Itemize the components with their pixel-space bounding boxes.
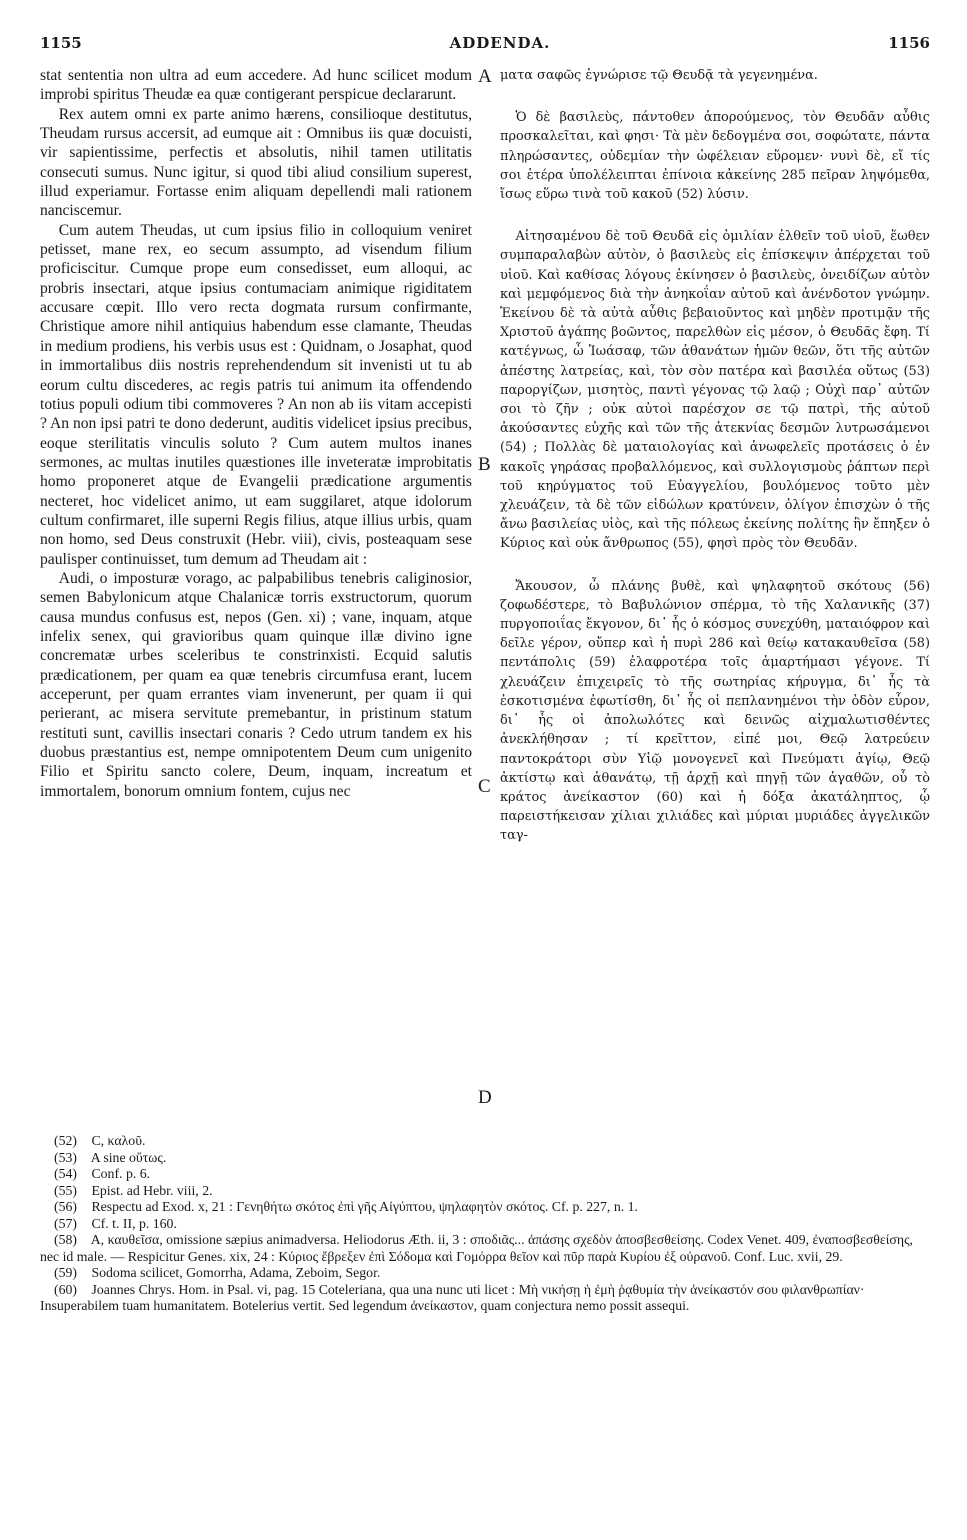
section-marker-a: A bbox=[478, 66, 492, 87]
footnote: (52) C, καλοῦ. bbox=[54, 1133, 146, 1148]
footnote: (60) Joannes Chrys. Hom. in Psal. vi, pag. 15 Coteleriana, qua una nunc uti licet : Μὴ νικήσῃ ἡ ἐμὴ ῥᾳθυμία τὴν ἀνείκαστόν σου φιλανθρωπίαν· Insuperabilem tuam humanitatem. Botelerius vertit. Sed legendum ἀνείκαστον, quam conjectura nemo possit assequi. bbox=[40, 1281, 865, 1313]
section-marker-d: D bbox=[478, 1087, 492, 1108]
footnote: (56) Respectu ad Exod. x, 21 : Γενηθήτω σκότος ἐπὶ γῆς Αἰγύπτου, ψηλαφητὸν σκότος. Cf. p. 227, n. 1. bbox=[54, 1199, 638, 1214]
latin-column bbox=[40, 66, 472, 801]
section-marker-b: B bbox=[478, 454, 491, 475]
footnote: (57) Cf. t. II, p. 160. bbox=[54, 1215, 177, 1231]
page-number-right: 1156 bbox=[888, 34, 930, 52]
running-title: ADDENDA. bbox=[449, 34, 551, 52]
section-marker-c: C bbox=[478, 776, 491, 797]
greek-paragraph: Αἰτησαμένου δὲ τοῦ Θευδᾶ εἰς ὁμιλίαν ἐλθεῖν τοῦ υἱοῦ, ἕωθεν συμπαραλαβὼν αὐτὸν, ὁ βασιλεὺς εἰς ἐπίσκεψιν ἀπέρχεται τοῦ υἱοῦ. Καὶ καθίσας λόγους ἐκίνησεν ὁ βασιλεὺς, ὀνειδίζων αὐτὸν καὶ μεμφόμενος διὰ τὴν ἀνηκοΐαν αὐτοῦ καὶ ἀνένδοτον γνώμην. Ἐκείνου δὲ τὰ αὐτὰ αὖθις βεβαιοῦντος καὶ μηδὲν προτιμᾷν τῆς Χριστοῦ ἀγάπης βοῶντος, παρελθὼν εἰς μέσον, ὁ Θευδᾶς ἔφη. Τί κατέγνως, ὦ Ἰωάσαφ, τῶν ἀθανάτων ἡμῶν θεῶν, ὅτι τῆς αὐτῶν ἀπέστης λατρείας, καὶ, τὸν σὸν πατέρα καὶ βασιλέα οὕτως (53) παροργίζων, μισητὸς, παντὶ γέγονας τῷ λαῷ ; Οὐχὶ παρ᾽ αὐτῶν σοι τὸ ζῆν ; οὐκ αὐτοὶ παρέσχον σε τῷ πατρὶ, τῆς αὐτοῦ ἀκούσαντες εὐχῆς καὶ τῶν τῆς ἀτεκνίας δεσμῶν λυτρωσάμενοι (54) ; Πολλὰς δὲ ματαιολογίας καὶ ἀνωφελεῖς προτάσεις ὁ ἐν κακοῖς γηράσας προβαλλόμενος, καὶ συλλογισμοὺς ῥάπτων περὶ τοῦ κηρύγματος τοῦ Εὐαγγελίου, βουλόμενος τοῦτο μὲν χλευάζειν, τὰ δὲ τῶν εἰδώλων κρατύνειν, ὀλίγον ἐπισχὼν ὁ τῆς ἄνω βασιλείας υἱὸς, καὶ τῆς πόλεως ἐκείνης πολίτης ἣν ἔπηξεν ὁ Κύριος καὶ οὐκ ἄνθρωπος (55), φησὶ πρὸς τὸν Θευδᾶν. bbox=[500, 229, 930, 552]
greek-paragraph: Ἄκουσον, ὦ πλάνης βυθὲ, καὶ ψηλαφητοῦ σκότους (56) ζοφωδέστερε, τὸ Βαβυλώνιον σπέρμα, τὸ τῆς Χαλανικῆς (37) πυργοποιΐας ἔκγονον, δι᾽ ἧς ὁ κόσμος συνεχύθη, ματαιόφρον καὶ δεῖλε γέρον, οὔπερ καὶ ἡ πυρὶ 286 καὶ θείῳ κατακαυθεῖσα (58) πεντάπολις (59) ἐλαφροτέρα τοῖς ἁμαρτήμασι γέγονε. Τί χλευάζειν ἐπιχειρεῖς τὸ τῆς σωτηρίας κήρυγμα, δι᾽ ἧς τὰ ἐσκοτισμένα ἐφωτίσθη, δι᾽ ἧς οἱ πεπλανημένοι τὴν ὁδὸν εὗρον, δι᾽ ἧς οἱ ἀπολωλότες καὶ δεινῶς αἰχμαλωτισθέντες ἀνεκλήθησαν ; τί κρεῖττον, εἰπέ μοι, Θεῷ λατρεύειν παντοκράτορι σὺν Υἱῷ μονογενεῖ καὶ Πνεύματι ἁγίῳ, Θεῷ ἀκτίστῳ καὶ ἀθανάτῳ, τῇ ἀρχῇ καὶ πηγῇ τῶν ἀγαθῶν, οὗ τὸ κράτος ἀνείκαστον (60) καὶ ἡ δόξα ἀκατάληπτος, ᾧ παρειστήκεισαν χίλιαι χιλιάδες καὶ μύριαι μυριάδες ἀγγελικῶν ταγ- bbox=[500, 578, 930, 844]
greek-column bbox=[500, 66, 930, 846]
footnote: (55) Epist. ad Hebr. viii, 2. bbox=[54, 1182, 213, 1198]
footnote: (54) Conf. p. 6. bbox=[54, 1166, 151, 1181]
greek-paragraph: Ὁ δὲ βασιλεὺς, πάντοθεν ἀπορούμενος, τὸν Θευδᾶν αὖθις προσκαλεῖται, καὶ φησι· Τὰ μὲν δεδογμένα σοι, σοφώτατε, πάντα πληρώσαντες, οὐδεμίαν τὴν ὠφέλειαν εὕρομεν· νυνὶ δὲ, εἴ τίς σοι ἑτέρα ὑπολέλειπται ἐπίνοια κἀκείνης 285 πεῖραν ληψόμεθα, ἴσως εὕρω τινὰ τοῦ κακοῦ (52) λύσιν. bbox=[500, 110, 930, 203]
footnote: (53) A sine οὕτως. bbox=[54, 1149, 167, 1165]
footnote: (58) A, καυθεῖσα, omissione sæpius animadversa. Heliodorus Æth. ii, 3 : σποδιᾶς... ἀπάσης σχεδὸν ἀποσβεσθείσης. Codex Venet. 409, ἐναποσβεσθείσης, nec id male. — Respicitur Genes. xix, 24 : Κύριος ἔβρεξεν ἐπὶ Σόδομα καὶ Γομόρρα θεῖον καὶ πῦρ παρὰ Κυρίου ἐξ οὐρανοῦ. Conf. Luc. xvii, 29. bbox=[40, 1232, 913, 1264]
latin-paragraph: stat sententia non ultra ad eum accedere. Ad hunc scilicet modum improbi spiritus Theudæ ea quæ contigerant perspicue declararunt. bbox=[40, 67, 472, 104]
latin-paragraph: Cum autem Theudas, ut cum ipsius filio in colloquium veniret petisset, mane rex, eo secum assumpto, ad visendum filium proficiscitur. Cumque prope eum consedisset, eum alloqui, ac probris insectari, atque ipsius contumaciam animique rigiditatem accusare cœpit. Illo vero recta dogmata rursum confirmante, Christique amore nihil antiquius habendum esse clamante, Theudas in medium prodiens, his verbis usus est : Quidnam, o Josaphat, quod in immortalibus diis nostris reprehendendum sit invenisti ut tu ab eorum cultu discederes, ac regis patris tui animum ita offendendo totius populi odium tibi commoveres ? An non ab iis vitam accepisti ? An non ipsi patri te dono dederunt, auditis videlicet ipsius precibus, eoque sterilitatis vinculis soluto ? Cum autem multos inanes sermones, ac multas inutiles quæstiones ille inveteratæ improbitatis homo proponeret atque de Evangelii prædicatione argumentis necteret, hoc videlicet animo, ut eam suggilaret, atque idolorum cultum confirmaret, ille superni Regis filius, atque illius urbis, quam non homo, sed Deus construxit (Hebr. viii), civis, posteaquam sese paulisper continuisset, tum demum ad Theudam ait : bbox=[40, 221, 472, 568]
page-header bbox=[40, 34, 930, 58]
page-number-left: 1155 bbox=[40, 34, 82, 52]
footnotes bbox=[40, 1133, 930, 1315]
latin-paragraph: Audi, o imposturæ vorago, ac palpabilibus tenebris caliginosior, semen Babylonicum atque Chalanicæ torris exstructorum, quorum causa mundus confusus est, nepos (Gen. xi) ; vane, inquam, atque infelix senex, qui gravioribus quam quinque illæ divino igne concrematæ urbes sceleribus te constrinxisti. Ecquid salutis prædicationem, per quam ea quæ tenebris circumfusa erant, lucem acceperunt, per quam errantes viam invenerunt, per quam ii qui perierant, ac misera servitute premebantur, in pristinum statum restituti sunt, cavillis insectari conaris ? Cedo utrum tandem ex his duobus præstantius est, nempe omnipotentem Deum cum unigenito Filio et Spiritu sancto colere, Deum, inquam, increatum et immortalem, bonorum omnium fontem, cujus nec bbox=[40, 569, 472, 800]
footnote: (59) Sodoma scilicet, Gomorrha, Adama, Zeboim, Segor. bbox=[54, 1265, 381, 1280]
latin-paragraph: Rex autem omni ex parte animo hærens, consilioque destitutus, Theudam rursus accersit, ad eumque ait : Omnibus iis quæ docuisti, vir sapientissime, perfectis et absolutis, nihil tamen utilitatis consecuti sumus. Nunc igitur, si quod tibi aliud consilium superest, illud experiamur. Fortasse enim aliquam depellendi mali rationem nanciscemur. bbox=[40, 105, 472, 220]
greek-paragraph: ματα σαφῶς ἐγνώρισε τῷ Θευδᾷ τὰ γεγενημένα. bbox=[500, 68, 818, 83]
